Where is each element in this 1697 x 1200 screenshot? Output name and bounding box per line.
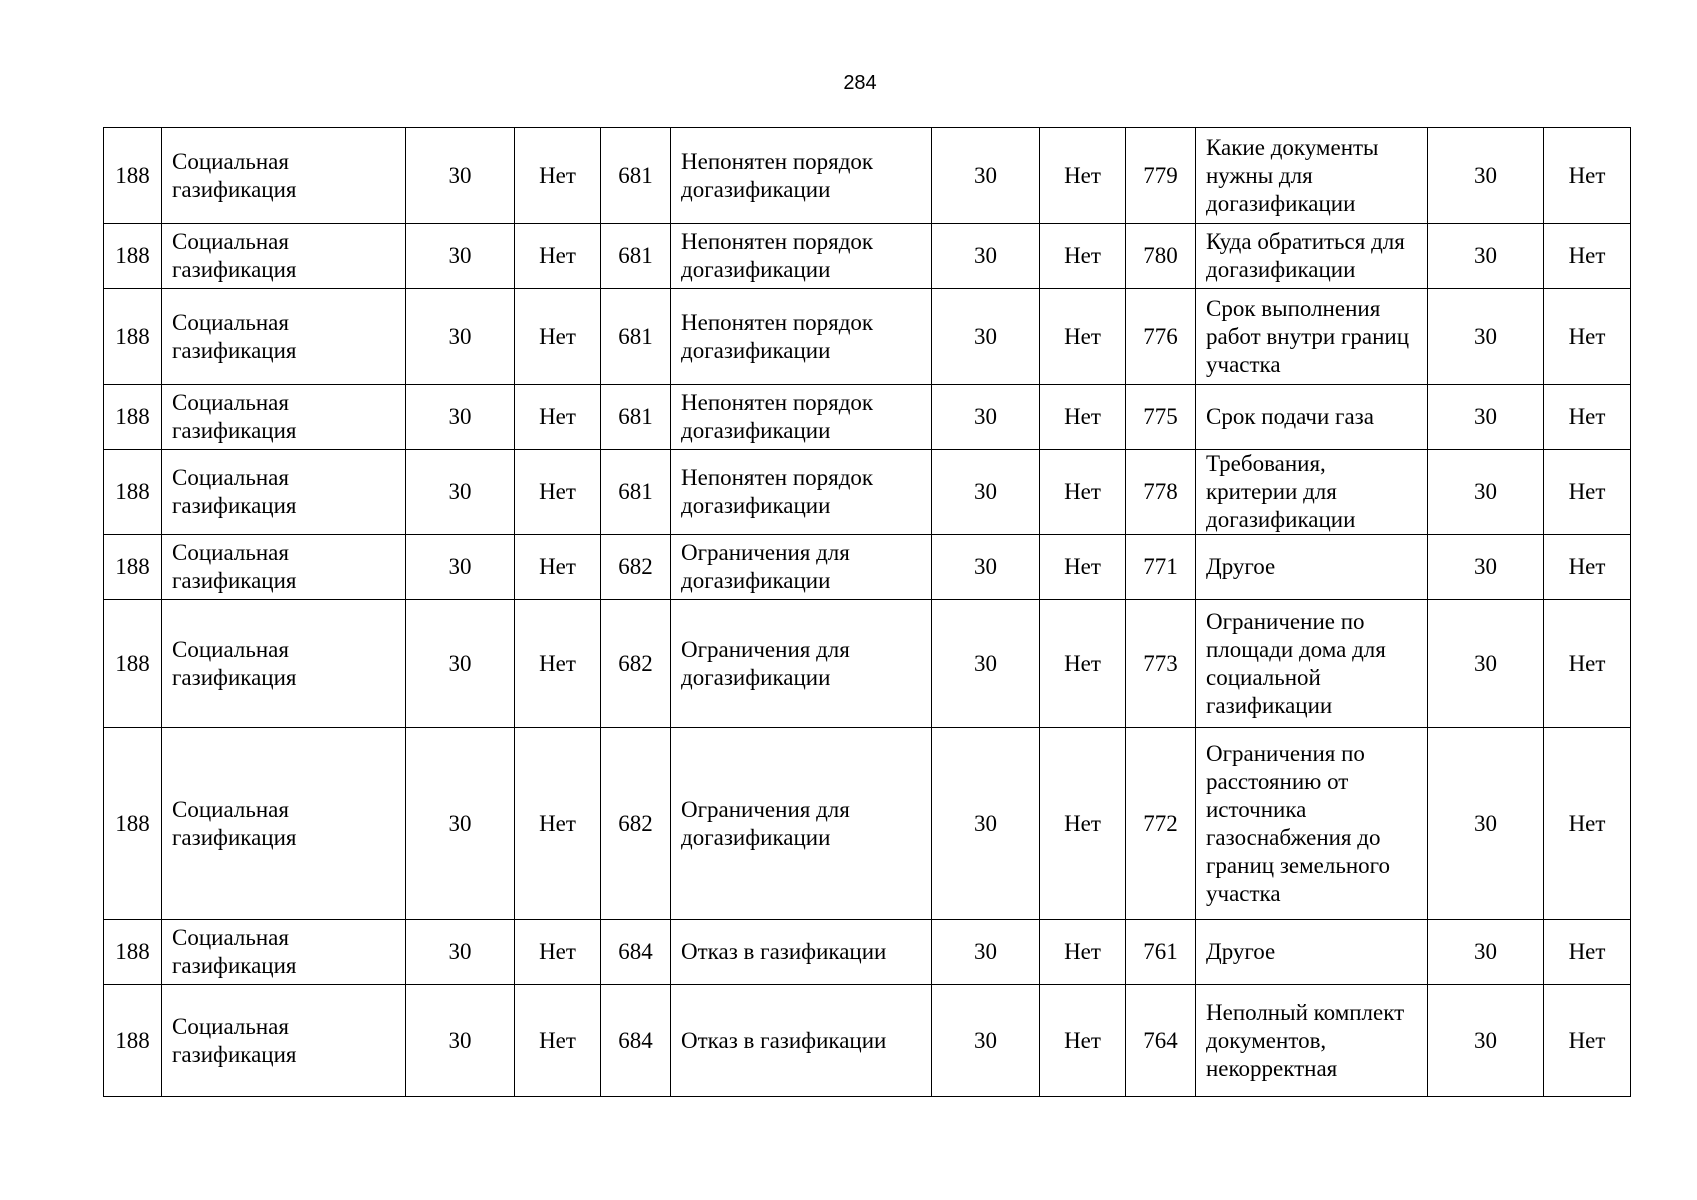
cell-subtopic-name: Срок подачи газа: [1196, 385, 1428, 450]
cell-topic-name: Непонятен порядок догазификации: [671, 289, 932, 385]
cell-subtopic-id: 776: [1126, 289, 1196, 385]
cell-topic-days: 30: [932, 728, 1040, 920]
cell-category-id: 188: [104, 535, 162, 600]
table-row: [104, 289, 1631, 385]
table-row: [104, 385, 1631, 450]
cell-subtopic-name: Требования, критерии для догазификации: [1196, 450, 1428, 535]
cell-topic-flag: Нет: [1040, 985, 1126, 1097]
cell-category-flag: Нет: [515, 728, 601, 920]
cell-category-flag: Нет: [515, 289, 601, 385]
cell-topic-flag: Нет: [1040, 385, 1126, 450]
cell-category-id: 188: [104, 985, 162, 1097]
cell-subtopic-id: 775: [1126, 385, 1196, 450]
cell-category-name: Социальная газификация: [162, 385, 406, 450]
cell-subtopic-id: 772: [1126, 728, 1196, 920]
cell-category-name: Социальная газификация: [162, 728, 406, 920]
cell-category-days: 30: [406, 224, 515, 289]
cell-category-flag: Нет: [515, 450, 601, 535]
cell-subtopic-id: 764: [1126, 985, 1196, 1097]
cell-category-days: 30: [406, 450, 515, 535]
cell-subtopic-name: Неполный комплект документов, некорректная: [1196, 985, 1428, 1097]
cell-topic-id: 681: [601, 289, 671, 385]
cell-subtopic-flag: Нет: [1544, 128, 1631, 224]
cell-topic-days: 30: [932, 128, 1040, 224]
cell-category-name: Социальная газификация: [162, 450, 406, 535]
cell-subtopic-days: 30: [1428, 385, 1544, 450]
table-row: [104, 985, 1631, 1097]
cell-category-id: 188: [104, 450, 162, 535]
cell-topic-id: 681: [601, 450, 671, 535]
cell-subtopic-days: 30: [1428, 450, 1544, 535]
table-row: [104, 600, 1631, 728]
cell-category-id: 188: [104, 920, 162, 985]
cell-subtopic-flag: Нет: [1544, 920, 1631, 985]
data-table: [103, 127, 1631, 1097]
cell-subtopic-flag: Нет: [1544, 728, 1631, 920]
cell-topic-id: 681: [601, 224, 671, 289]
cell-category-days: 30: [406, 728, 515, 920]
cell-topic-flag: Нет: [1040, 728, 1126, 920]
cell-topic-id: 682: [601, 535, 671, 600]
cell-topic-flag: Нет: [1040, 450, 1126, 535]
cell-topic-days: 30: [932, 600, 1040, 728]
cell-category-name: Социальная газификация: [162, 600, 406, 728]
cell-category-name: Социальная газификация: [162, 128, 406, 224]
table-row: [104, 450, 1631, 535]
cell-subtopic-flag: Нет: [1544, 450, 1631, 535]
cell-topic-flag: Нет: [1040, 289, 1126, 385]
cell-topic-name: Отказ в газификации: [671, 985, 932, 1097]
table-row: [104, 728, 1631, 920]
cell-subtopic-id: 773: [1126, 600, 1196, 728]
cell-category-id: 188: [104, 128, 162, 224]
cell-subtopic-name: Ограничения по расстоянию от источника газоснабжения до границ земельного участка: [1196, 728, 1428, 920]
cell-category-flag: Нет: [515, 128, 601, 224]
cell-topic-name: Непонятен порядок догазификации: [671, 128, 932, 224]
cell-category-id: 188: [104, 728, 162, 920]
cell-subtopic-days: 30: [1428, 728, 1544, 920]
cell-category-flag: Нет: [515, 920, 601, 985]
table-row: [104, 535, 1631, 600]
cell-category-name: Социальная газификация: [162, 920, 406, 985]
page-number: 284: [843, 72, 877, 94]
cell-topic-days: 30: [932, 450, 1040, 535]
cell-category-days: 30: [406, 985, 515, 1097]
cell-category-days: 30: [406, 920, 515, 985]
cell-subtopic-name: Ограничение по площади дома для социальной газификации: [1196, 600, 1428, 728]
cell-topic-flag: Нет: [1040, 600, 1126, 728]
cell-topic-id: 681: [601, 385, 671, 450]
cell-subtopic-days: 30: [1428, 985, 1544, 1097]
cell-subtopic-flag: Нет: [1544, 385, 1631, 450]
cell-topic-id: 681: [601, 128, 671, 224]
cell-subtopic-days: 30: [1428, 920, 1544, 985]
cell-topic-flag: Нет: [1040, 535, 1126, 600]
cell-category-flag: Нет: [515, 985, 601, 1097]
table-row: [104, 920, 1631, 985]
cell-subtopic-flag: Нет: [1544, 985, 1631, 1097]
cell-subtopic-flag: Нет: [1544, 289, 1631, 385]
cell-topic-name: Отказ в газификации: [671, 920, 932, 985]
cell-topic-flag: Нет: [1040, 920, 1126, 985]
cell-subtopic-id: 780: [1126, 224, 1196, 289]
cell-category-days: 30: [406, 128, 515, 224]
cell-subtopic-days: 30: [1428, 289, 1544, 385]
cell-category-flag: Нет: [515, 224, 601, 289]
cell-category-flag: Нет: [515, 385, 601, 450]
cell-subtopic-days: 30: [1428, 224, 1544, 289]
cell-topic-id: 684: [601, 985, 671, 1097]
table-row: [104, 128, 1631, 224]
cell-topic-name: Ограничения для догазификации: [671, 728, 932, 920]
cell-topic-id: 684: [601, 920, 671, 985]
cell-topic-days: 30: [932, 985, 1040, 1097]
cell-category-id: 188: [104, 224, 162, 289]
cell-topic-name: Непонятен порядок догазификации: [671, 450, 932, 535]
cell-subtopic-flag: Нет: [1544, 224, 1631, 289]
cell-category-name: Социальная газификация: [162, 535, 406, 600]
cell-subtopic-name: Срок выполнения работ внутри границ участка: [1196, 289, 1428, 385]
cell-category-id: 188: [104, 600, 162, 728]
cell-subtopic-id: 771: [1126, 535, 1196, 600]
cell-category-days: 30: [406, 385, 515, 450]
cell-subtopic-id: 761: [1126, 920, 1196, 985]
cell-subtopic-name: Другое: [1196, 535, 1428, 600]
cell-topic-days: 30: [932, 920, 1040, 985]
cell-topic-flag: Нет: [1040, 128, 1126, 224]
cell-category-days: 30: [406, 600, 515, 728]
cell-subtopic-days: 30: [1428, 535, 1544, 600]
cell-subtopic-name: Другое: [1196, 920, 1428, 985]
cell-topic-days: 30: [932, 535, 1040, 600]
cell-subtopic-name: Какие документы нужны для догазификации: [1196, 128, 1428, 224]
cell-subtopic-days: 30: [1428, 128, 1544, 224]
cell-topic-name: Ограничения для догазификации: [671, 535, 932, 600]
cell-category-days: 30: [406, 535, 515, 600]
cell-category-id: 188: [104, 385, 162, 450]
table-body: [104, 128, 1631, 1097]
cell-subtopic-flag: Нет: [1544, 600, 1631, 728]
cell-category-flag: Нет: [515, 600, 601, 728]
cell-category-name: Социальная газификация: [162, 289, 406, 385]
cell-subtopic-id: 778: [1126, 450, 1196, 535]
cell-category-days: 30: [406, 289, 515, 385]
cell-subtopic-id: 779: [1126, 128, 1196, 224]
cell-subtopic-name: Куда обратиться для догазификации: [1196, 224, 1428, 289]
cell-topic-days: 30: [932, 289, 1040, 385]
table-row: [104, 224, 1631, 289]
cell-category-flag: Нет: [515, 535, 601, 600]
cell-subtopic-days: 30: [1428, 600, 1544, 728]
cell-subtopic-flag: Нет: [1544, 535, 1631, 600]
cell-topic-name: Непонятен порядок догазификации: [671, 224, 932, 289]
cell-topic-days: 30: [932, 385, 1040, 450]
cell-topic-name: Ограничения для догазификации: [671, 600, 932, 728]
cell-category-name: Социальная газификация: [162, 985, 406, 1097]
cell-category-id: 188: [104, 289, 162, 385]
cell-topic-id: 682: [601, 728, 671, 920]
cell-topic-id: 682: [601, 600, 671, 728]
cell-topic-flag: Нет: [1040, 224, 1126, 289]
cell-topic-days: 30: [932, 224, 1040, 289]
cell-topic-name: Непонятен порядок догазификации: [671, 385, 932, 450]
cell-category-name: Социальная газификация: [162, 224, 406, 289]
